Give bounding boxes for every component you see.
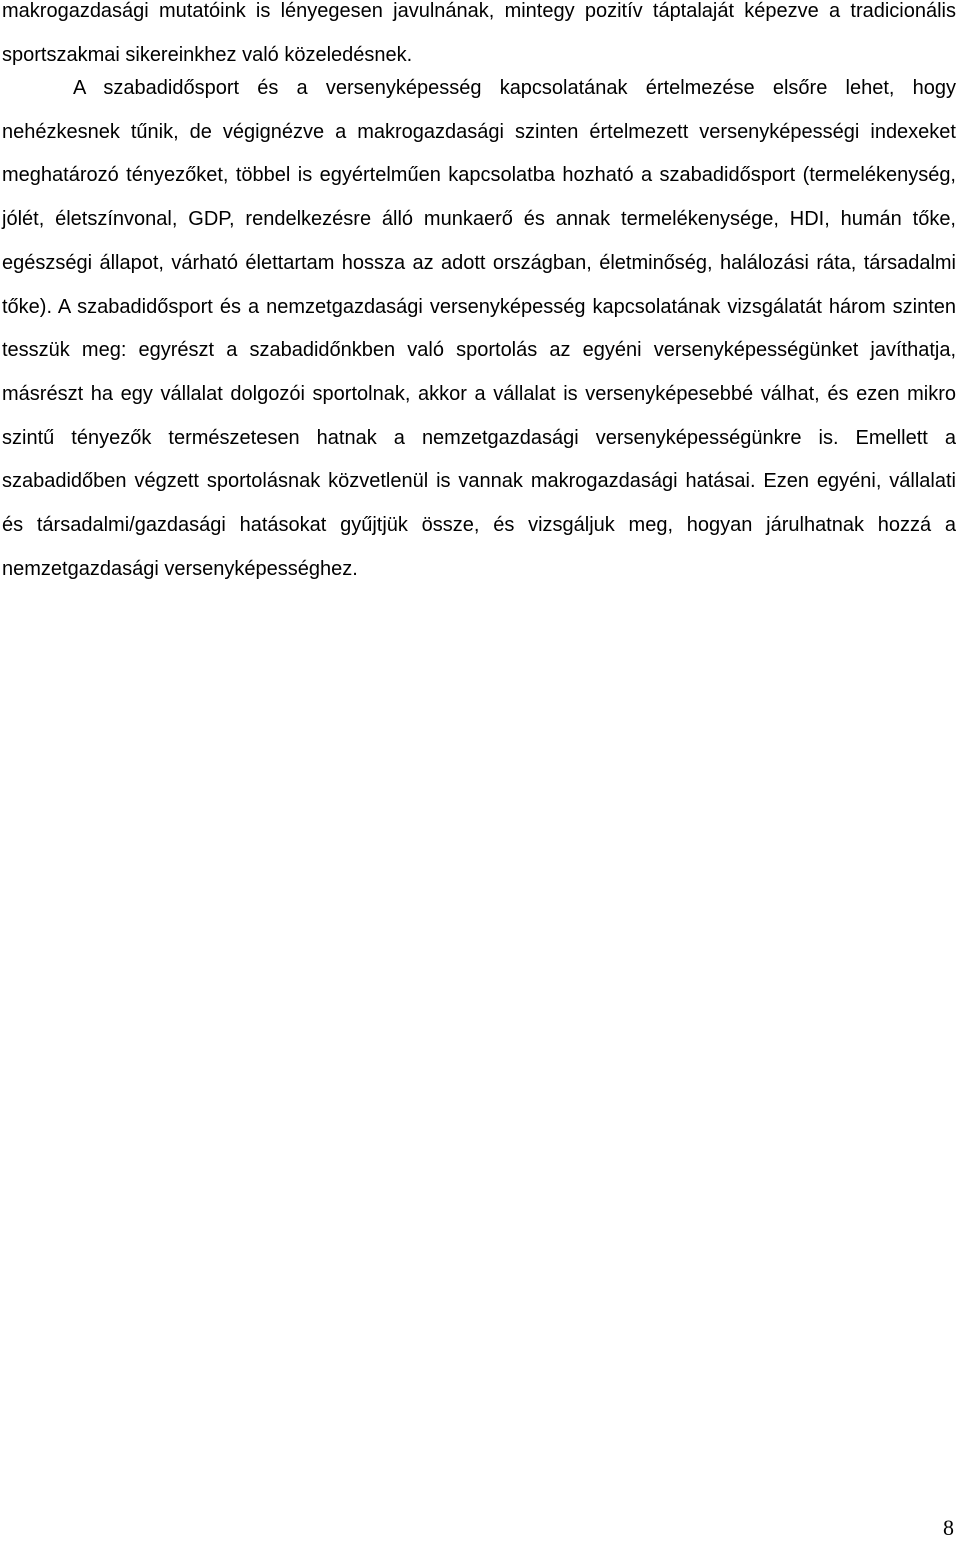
paragraph-continued: makrogazdasági mutatóink is lényegesen javulnának, mintegy pozitív táptalaját képezve a tradicionális sportszakmai sikereinkhez való közeledésnek. [2,0,956,66]
paragraph-main: A szabadidősport és a versenyképesség kapcsolatának értelmezése elsőre lehet, hogy nehézkesnek tűnik, de végignézve a makrogazdasági szinten értelmezett versenyképességi indexeket meghatározó tényezőket, többel is egyértelműen kapcsolatba hozható a szabadidősport (termelékenység, jólét, életszínvonal, GDP, rendelkezésre álló munkaerő és annak termelékenysége, HDI, humán tőke, egészségi állapot, várható élettartam hossza az adott országban, életminőség, halálozási ráta, társadalmi tőke). A szabadidősport és a nemzetgazdasági versenyképesség kapcsolatának vizsgálatát három szinten tesszük meg: egyrészt a szabadidőnkben való sportolás az egyéni versenyképességünket javíthatja, másrészt ha egy vállalat dolgozói sportolnak, akkor a vállalat is versenyképesebbé válhat, és ezen mikro szintű tényezők természetesen hatnak a nemzetgazdasági versenyképességünkre is. Emellett a szabadidőben végzett sportolásnak közvetlenül is vannak makrogazdasági hatásai. Ezen egyéni, vállalati és társadalmi/gazdasági hatásokat gyűjtjük össze, és vizsgáljuk meg, hogyan járulhatnak hozzá a nemzetgazdasági versenyképességhez. [2,77,956,580]
page-number: 8 [943,1515,954,1540]
